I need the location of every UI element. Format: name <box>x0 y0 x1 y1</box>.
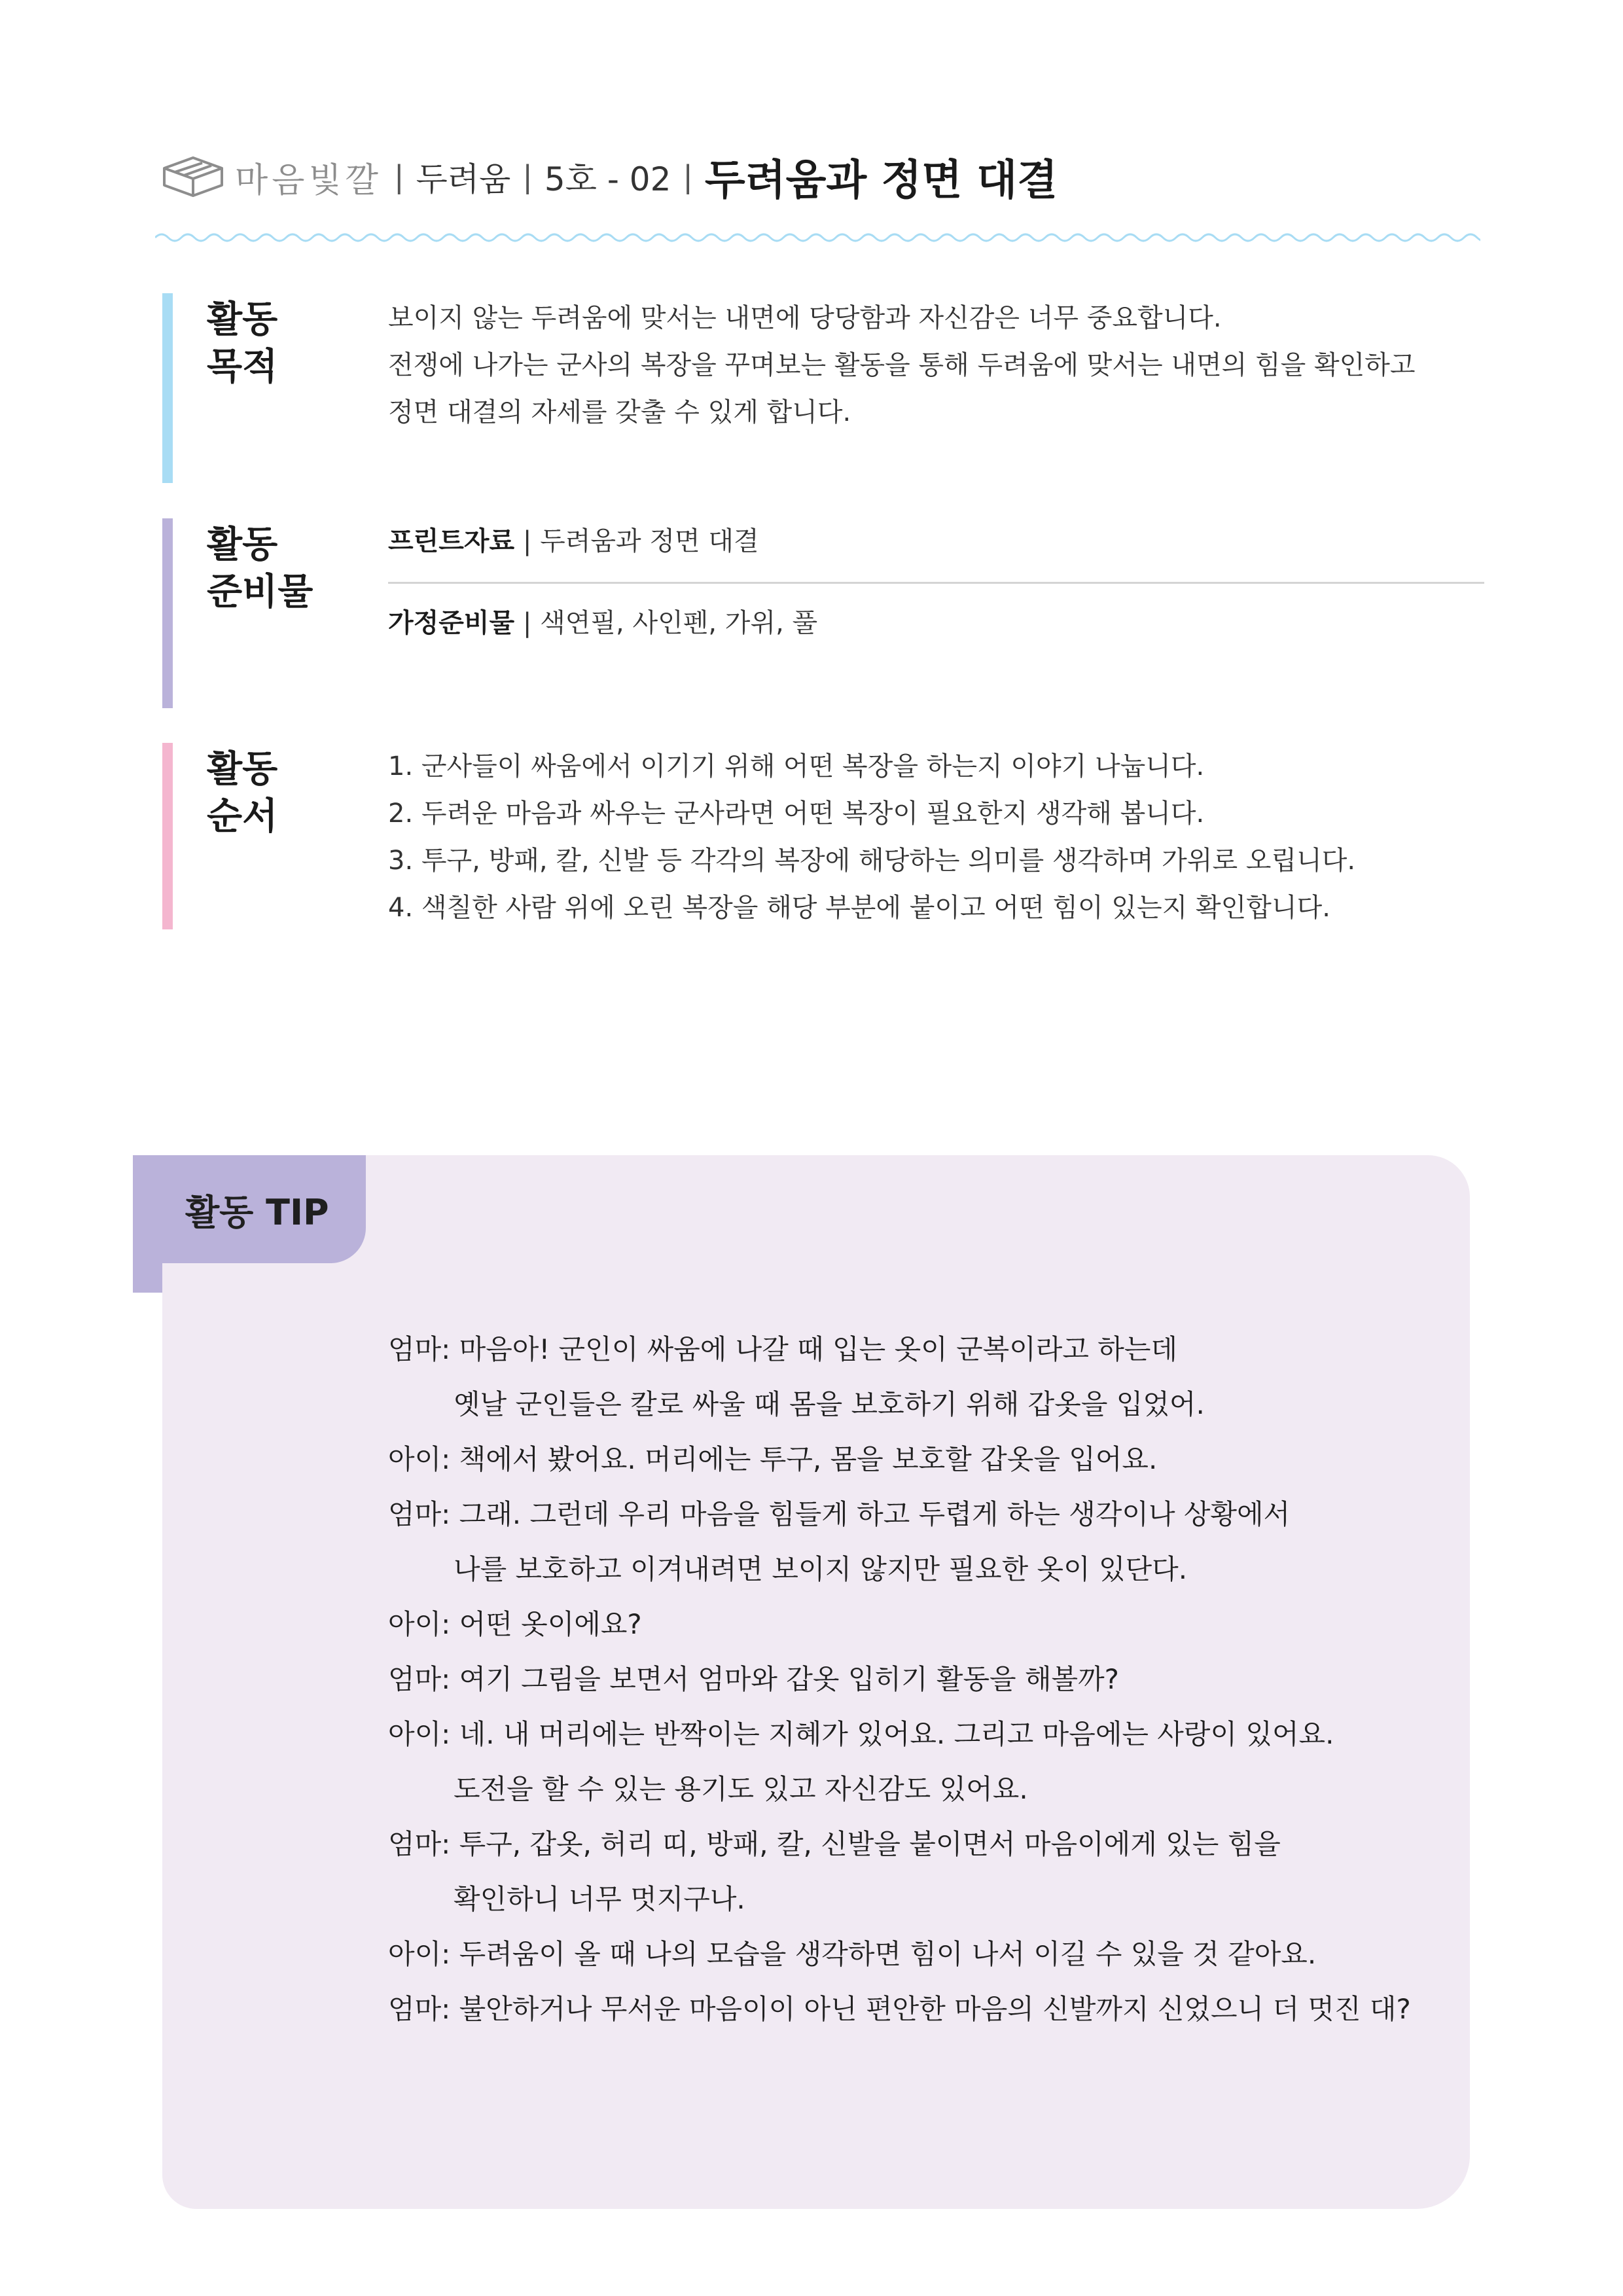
dialogue-line: 확인하니 너무 멋지구나. <box>454 1883 745 1915</box>
step-item: 4. 색칠한 사람 위에 오린 복장을 해당 부분에 붙이고 어떤 힘이 있는지 확인합니다. <box>388 893 1330 923</box>
brand-logo <box>160 152 382 202</box>
purpose-line: 보이지 않는 두려움에 맞서는 내면에 당당함과 자신감은 너무 중요합니다. <box>388 303 1222 333</box>
print-materials-value: 두려움과 정면 대결 <box>540 526 759 556</box>
step-item: 3. 투구, 방패, 칼, 신발 등 각각의 복장에 해당하는 의미를 생각하며 가위로 오립니다. <box>388 846 1356 876</box>
open-box-icon <box>160 154 226 200</box>
section-label: 활동 순서 <box>207 748 278 838</box>
dialogue-line: 엄마: 불안하거나 무서운 마음이이 아닌 편안한 마음의 신발까지 신었으니 더 멋진 대? <box>388 1993 1411 2025</box>
breadcrumb-divider: | <box>393 159 404 194</box>
section-label: 활동 준비물 <box>207 524 313 613</box>
print-materials-title: 프린트자료 <box>388 526 515 556</box>
section-label: 활동 목적 <box>207 298 278 388</box>
section-steps <box>162 743 1484 929</box>
step-item: 1. 군사들이 싸움에서 이기기 위해 어떤 복장을 하는지 이야기 나눕니다. <box>388 751 1205 781</box>
dialogue-line: 아이: 어떤 옷이에요? <box>388 1608 642 1640</box>
materials-accent-bar <box>162 518 173 708</box>
purpose-line: 정면 대결의 자세를 갖출 수 있게 합니다. <box>388 397 851 427</box>
wave-divider <box>155 228 1480 247</box>
steps-accent-bar <box>162 743 173 929</box>
step-item: 2. 두려운 마음과 싸우는 군사라면 어떤 복장이 필요한지 생각해 봅니다. <box>388 798 1205 829</box>
separator: | <box>514 608 541 638</box>
dialogue-line: 나를 보호하고 이겨내려면 보이지 않지만 필요한 옷이 있단다. <box>454 1553 1188 1585</box>
separator: | <box>514 526 541 556</box>
purpose-line: 전쟁에 나가는 군사의 복장을 꾸며보는 활동을 통해 두려움에 맞서는 내면의 힘을 확인하고 <box>388 350 1416 380</box>
logo-text: 마음빛깔 <box>235 160 382 200</box>
dialogue-line: 엄마: 그래. 그런데 우리 마음을 힘들게 하고 두렵게 하는 생각이나 상황에서 <box>388 1498 1291 1530</box>
steps-list <box>388 743 1355 931</box>
dialogue-line: 아이: 네. 내 머리에는 반짝이는 지혜가 있어요. 그리고 마음에는 사랑이 있어요. <box>388 1718 1334 1750</box>
dialogue-line: 엄마: 투구, 갑옷, 허리 띠, 방패, 칼, 신발을 붙이면서 마음이에게 있는 힘을 <box>388 1828 1281 1860</box>
page-title: 두려움과 정면 대결 <box>704 156 1058 205</box>
purpose-accent-bar <box>162 293 173 483</box>
dialogue-line: 옛날 군인들은 칼로 싸울 때 몸을 보호하기 위해 갑옷을 입었어. <box>454 1388 1205 1420</box>
dialogue-line: 도전을 할 수 있는 용기도 있고 자신감도 있어요. <box>454 1773 1028 1805</box>
tip-title: 활동 TIP <box>185 1192 329 1233</box>
dialogue-line: 엄마: 여기 그림을 보면서 엄마와 갑옷 입히기 활동을 해볼까? <box>388 1663 1119 1695</box>
section-purpose <box>162 293 1484 483</box>
dialogue-line: 엄마: 마음아! 군인이 싸움에 나갈 때 입는 옷이 군복이라고 하는데 <box>388 1333 1178 1365</box>
home-materials-value: 색연필, 사인펜, 가위, 풀 <box>540 608 818 638</box>
purpose-text <box>388 295 1416 436</box>
breadcrumb-divider: | <box>683 159 693 194</box>
breadcrumb-category: 두려움 <box>416 160 511 198</box>
tip-dialogue <box>388 1322 1411 2037</box>
print-materials <box>388 518 759 564</box>
section-materials <box>162 518 1484 708</box>
home-materials <box>388 600 817 646</box>
page-header <box>160 141 1058 213</box>
breadcrumb-divider: | <box>522 159 533 194</box>
breadcrumb-issue: 5호 - 02 <box>544 160 671 198</box>
dialogue-line: 아이: 책에서 봤어요. 머리에는 투구, 몸을 보호할 갑옷을 입어요. <box>388 1443 1158 1475</box>
home-materials-title: 가정준비물 <box>388 608 515 638</box>
dialogue-line: 아이: 두려움이 올 때 나의 모습을 생각하면 힘이 나서 이길 수 있을 것 같아요. <box>388 1938 1317 1970</box>
materials-divider <box>388 582 1484 584</box>
